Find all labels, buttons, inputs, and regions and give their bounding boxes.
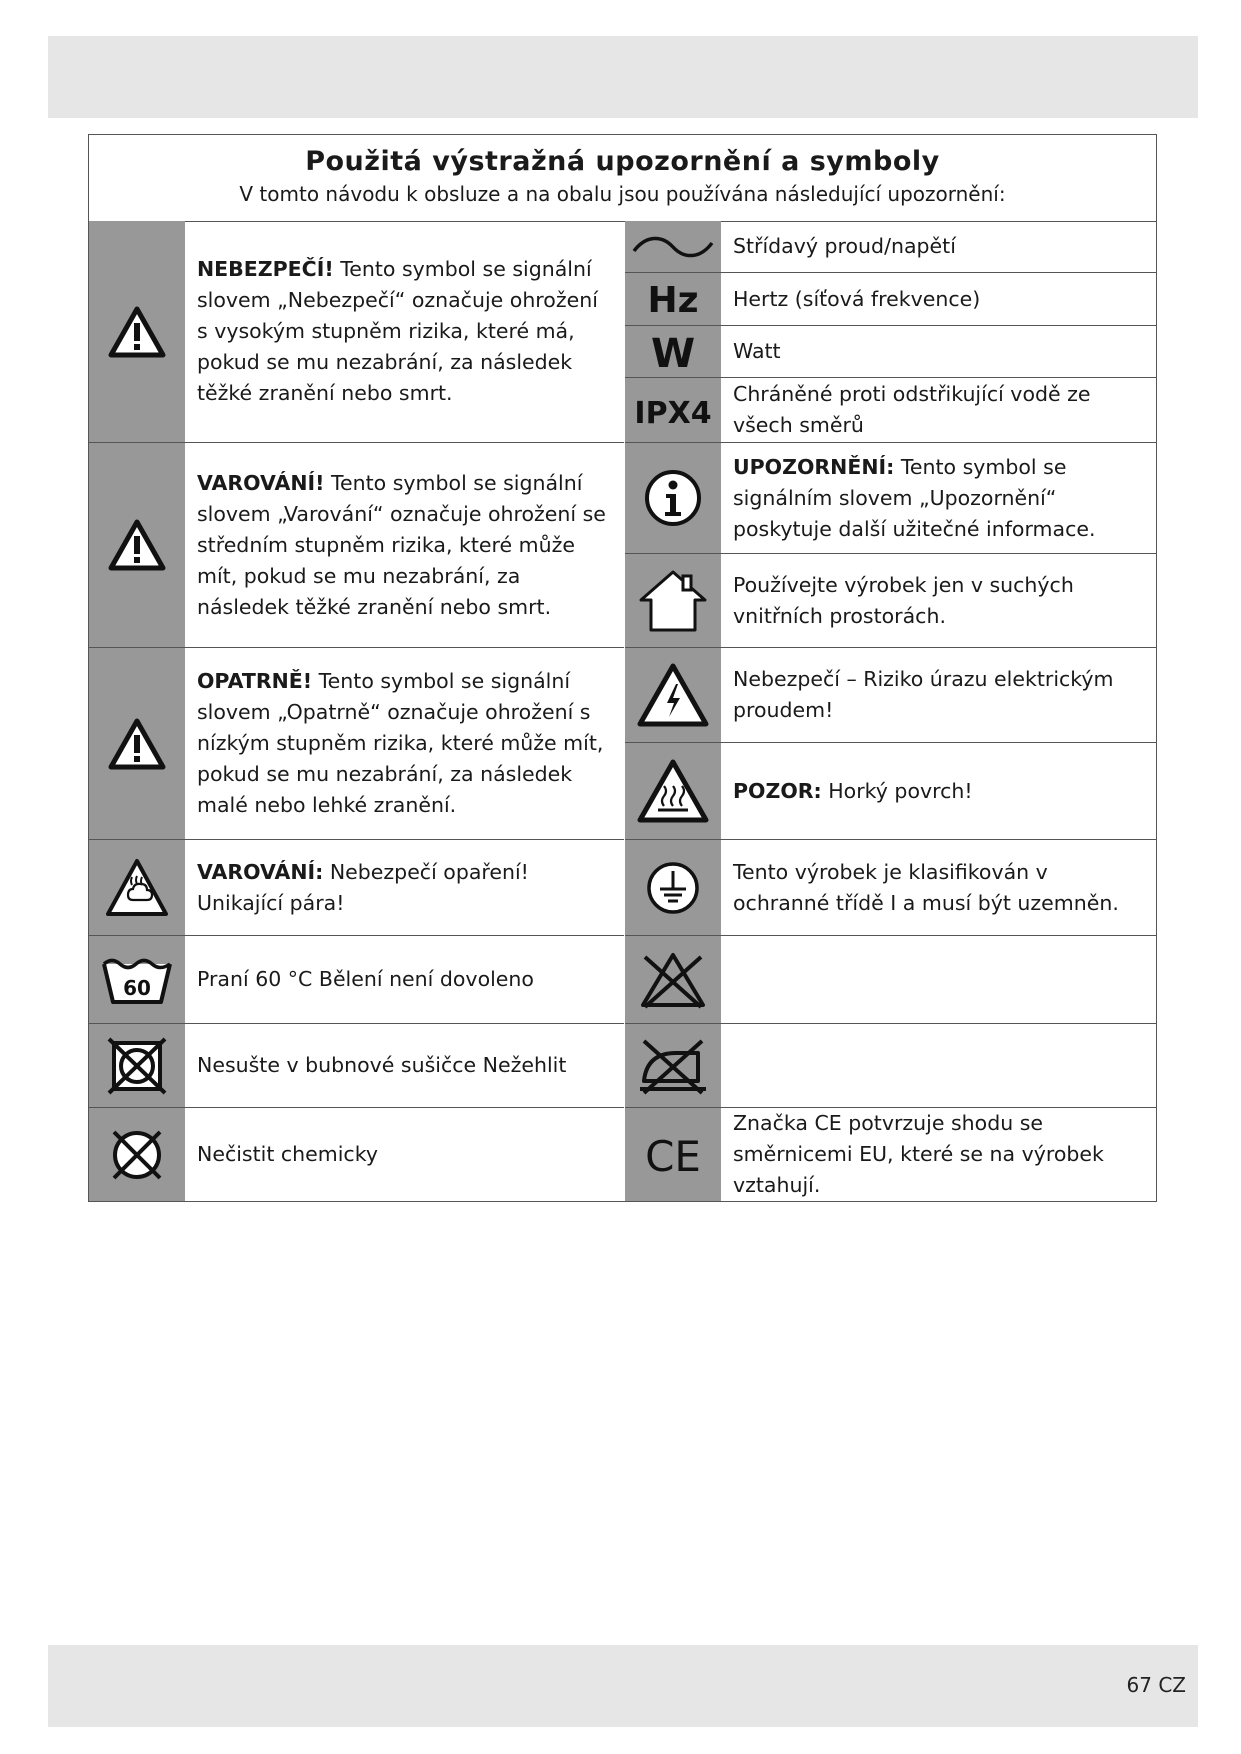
- row-text: Nebezpečí – Riziko úrazu elektrickým proudem!: [733, 667, 1114, 722]
- row-bold-label: VAROVÁNÍ!: [197, 470, 325, 495]
- row-text: Watt: [733, 339, 781, 363]
- table-row: [625, 1024, 1157, 1108]
- table-row: [625, 554, 1157, 648]
- row-bold-label: OPATRNĚ!: [197, 669, 313, 693]
- no-bleach-icon: [625, 936, 721, 1023]
- row-bold-label: UPOZORNĚNÍ:: [733, 454, 895, 479]
- table-row: [625, 743, 1157, 840]
- electric-shock-icon: [625, 648, 721, 742]
- steam-warning-icon: [89, 840, 185, 935]
- protective-earth-icon: [625, 840, 721, 935]
- info-icon: [625, 443, 721, 553]
- header-band: [48, 36, 1198, 118]
- row-text: Značka CE potvrzuje shodu se směrnicemi EU, které se na výrobek vztahují.: [733, 1111, 1104, 1197]
- table-row: [625, 1108, 1157, 1201]
- ipx4-icon: [625, 378, 721, 442]
- row-bold-label: VAROVÁNÍ:: [197, 859, 324, 884]
- row-text: Praní 60 °C Bělení není dovoleno: [197, 967, 534, 991]
- page-title: Použitá výstražná upozornění a symboly: [305, 146, 940, 177]
- page-number: 67 CZ: [1126, 1673, 1186, 1697]
- table-row: [625, 273, 1157, 326]
- row-text: Tento symbol se signální slovem „Opatrně“ označuje ohrožení s nízkým stupněm rizika, které může mít, pokud se mu nezabrání, za následek malé nebo lehké zranění.: [197, 669, 604, 817]
- warning-triangle-icon: [89, 443, 185, 647]
- table-row: [625, 936, 1157, 1024]
- table-row: [625, 840, 1157, 936]
- ipx4-symbol-text: IPX4: [634, 396, 712, 430]
- table-row: [625, 378, 1157, 443]
- wash-temperature-label: 60: [123, 975, 151, 1000]
- row-text: Nesušte v bubnové sušičce Nežehlit: [197, 1053, 567, 1077]
- symbols-table: [88, 134, 1157, 1202]
- table-row: [625, 326, 1157, 378]
- table-header: [89, 135, 1156, 222]
- hot-surface-icon: [625, 743, 721, 839]
- wash-60-icon: [89, 936, 185, 1023]
- row-text: Chráněné proti odstřikující vodě ze všech směrů: [733, 382, 1091, 437]
- table-row: [625, 221, 1157, 273]
- no-tumble-dry-icon: [89, 1024, 185, 1107]
- hz-icon: [625, 273, 721, 325]
- ce-symbol-text: CE: [645, 1131, 701, 1179]
- no-dry-clean-icon: [89, 1108, 185, 1201]
- danger-warning-triangle-icon: [89, 221, 185, 442]
- row-text: Tento symbol se signální slovem „Varování“ označuje ohrožení se středním stupněm rizika, které může mít, pokud se mu nezabrání, za následek těžké zranění nebo smrt.: [197, 470, 606, 619]
- footer-band: [48, 1645, 1198, 1727]
- alternating-current-icon: [625, 221, 721, 272]
- ce-mark-icon: [625, 1108, 721, 1201]
- row-text: Tento symbol se signálním slovem „Upozornění“ poskytuje další užitečné informace.: [733, 454, 1096, 541]
- row-text: Hertz (síťová frekvence): [733, 286, 981, 311]
- row-bold-label: NEBEZPEČÍ!: [197, 257, 334, 281]
- row-text: Tento symbol se signální slovem „Nebezpečí“ označuje ohrožení s vysokým stupněm rizika, které má, pokud se mu nezabrání, za následek těžké zranění nebo smrt.: [197, 257, 598, 405]
- row-text: Tento výrobek je klasifikován v ochranné třídě I a musí být uzemněn.: [733, 859, 1119, 915]
- table-row: [89, 1024, 624, 1108]
- row-text: Používejte výrobek jen v suchých vnitřních prostorách.: [733, 572, 1074, 628]
- table-row: [625, 443, 1157, 554]
- row-bold-label: POZOR:: [733, 778, 822, 803]
- house-icon: [625, 554, 721, 647]
- row-text: Střídavý proud/napětí: [733, 234, 956, 258]
- watt-icon: [625, 326, 721, 377]
- table-row: [89, 221, 624, 443]
- caution-triangle-icon: [89, 648, 185, 839]
- table-row: [89, 648, 624, 840]
- table-row: [89, 443, 624, 648]
- table-row: [625, 648, 1157, 743]
- hz-symbol-text: Hz: [647, 280, 699, 319]
- row-text: Nečistit chemicky: [197, 1142, 378, 1166]
- row-text: Horký povrch!: [821, 778, 973, 803]
- row-text: Nebezpečí opaření! Unikající pára!: [197, 859, 529, 915]
- page-subtitle: V tomto návodu k obsluze a na obalu jsou používána následující upozornění:: [239, 182, 1006, 206]
- watt-symbol-text: W: [650, 330, 696, 373]
- no-iron-icon: [625, 1024, 721, 1107]
- table-row: [89, 936, 624, 1024]
- table-row: [89, 1108, 624, 1201]
- table-row: [89, 840, 624, 936]
